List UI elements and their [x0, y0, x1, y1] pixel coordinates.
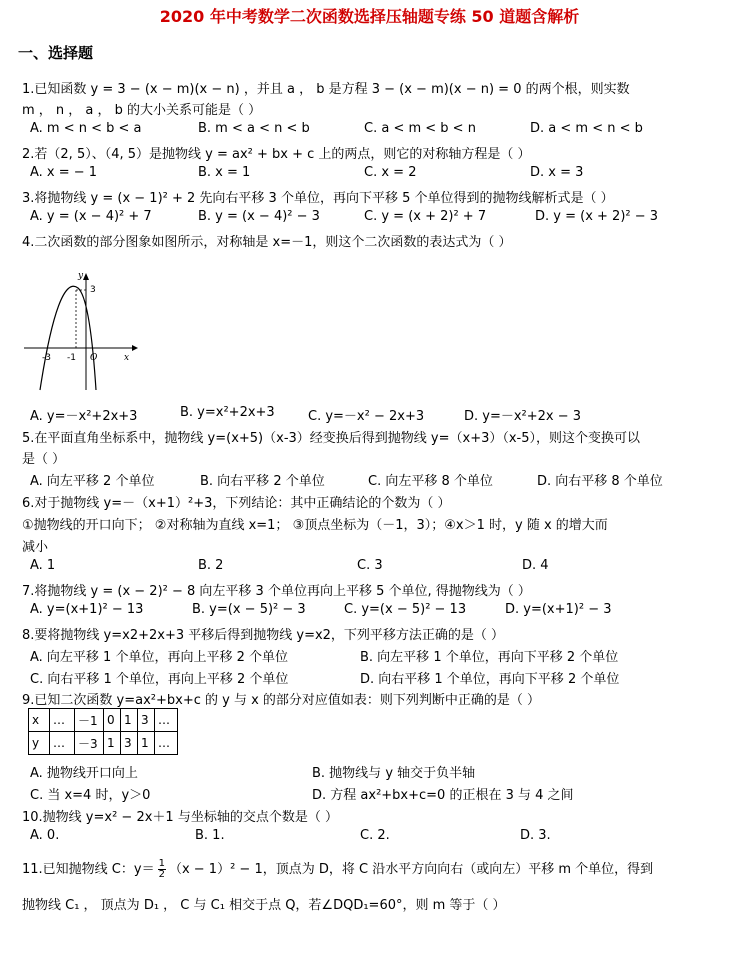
question-10-stem: 10.抛物线 y=x² − 2x＋1 与坐标轴的交点个数是（ ） [22, 810, 338, 825]
question-7-option-a: A. y=(x+1)² − 13 [30, 602, 144, 617]
table-row [29, 709, 178, 732]
question-4-option-d: D. y=－x²+2x − 3 [464, 409, 582, 424]
fraction-one-half [158, 859, 166, 880]
question-1-option-c: C. a < m < b < n [364, 121, 476, 136]
question-5-option-c: C. 向左平移 8 个单位 [368, 474, 493, 489]
question-11-stem [22, 858, 653, 880]
question-2-option-c: C. x = 2 [364, 165, 417, 180]
table-cell: 1 [121, 709, 138, 732]
table-cell: … [155, 709, 178, 732]
table-cell: … [50, 709, 75, 732]
table-cell: 1 [138, 732, 155, 755]
question-5-stem: 5.在平面直角坐标系中，抛物线 y=(x+5)（x-3）经变换后得到抛物线 y=（x+3）（x-5），则这个变换可以 [22, 431, 641, 446]
table-cell: －1 [75, 709, 104, 732]
question-7-option-c: C. y=(x − 5)² − 13 [344, 602, 467, 617]
table-cell: 3 [121, 732, 138, 755]
parabola-graph [20, 268, 140, 393]
section-heading: 一、选择题 [18, 44, 94, 62]
x-tick-minus-1: -1 [67, 353, 76, 363]
question-6-statements-cont: 减小 [22, 540, 49, 555]
question-11-stem-cont: 抛物线 C₁ ， 顶点为 D₁ ， C 与 C₁ 相交于点 Q，若∠DQD₁=60°，则 m 等于（ ） [22, 898, 506, 913]
question-6-statements: ①抛物线的开口向下； ②对称轴为直线 x=1； ③顶点坐标为（－1，3）；④x＞1 时，y 随 x 的增大而 [22, 518, 608, 533]
question-11-stem-start: 11.已知抛物线 C：y＝ [22, 862, 155, 877]
question-2-option-a: A. x = − 1 [30, 165, 98, 180]
value-table [28, 708, 178, 755]
x-tick-minus-3: -3 [42, 353, 51, 363]
origin-label: O [90, 353, 98, 363]
question-6-option-d: D. 4 [522, 558, 549, 573]
table-cell: y [29, 732, 50, 755]
question-2-stem: 2.若（2, 5）、（4, 5）是抛物线 y = ax² + bx + c 上的两点，则它的对称轴方程是（ ） [22, 147, 531, 162]
question-2-option-d: D. x = 3 [530, 165, 584, 180]
question-5-option-a: A. 向左平移 2 个单位 [30, 474, 155, 489]
question-1-option-d: D. a < m < n < b [530, 121, 643, 136]
question-6-option-a: A. 1 [30, 558, 56, 573]
page-title: 2020 年中考数学二次函数选择压轴题专练 50 道题含解析 [159, 7, 580, 26]
question-3-option-a: A. y = (x − 4)² + 7 [30, 209, 152, 224]
table-cell: 3 [138, 709, 155, 732]
question-8-option-d: D. 向右平移 1 个单位，再向下平移 2 个单位 [360, 672, 620, 687]
question-9-option-d: D. 方程 ax²+bx+c=0 的正根在 3 与 4 之间 [312, 788, 574, 803]
question-10-option-b: B. 1. [195, 828, 225, 843]
y-axis-arrow [83, 273, 89, 280]
question-4-stem: 4.二次函数的部分图象如图所示，对称轴是 x=－1，则这个二次函数的表达式为（ ） [22, 235, 512, 250]
question-7-option-b: B. y=(x − 5)² − 3 [192, 602, 306, 617]
question-8-option-c: C. 向右平移 1 个单位，再向上平移 2 个单位 [30, 672, 289, 687]
parabola-curve [40, 286, 96, 390]
table-cell: 1 [104, 732, 121, 755]
y-intercept-label: 3 [90, 285, 96, 295]
question-8-option-a: A. 向左平移 1 个单位，再向上平移 2 个单位 [30, 650, 289, 665]
table-cell: 0 [104, 709, 121, 732]
question-10-option-a: A. 0. [30, 828, 60, 843]
question-8-stem: 8.要将抛物线 y=x2+2x+3 平移后得到抛物线 y=x2，下列平移方法正确的是（ ） [22, 628, 505, 643]
question-7-stem: 7.将抛物线 y = (x − 2)² − 8 向左平移 3 个单位再向上平移 5 个单位, 得抛物线为（ ） [22, 584, 531, 599]
question-7-option-d: D. y=(x+1)² − 3 [505, 602, 612, 617]
question-5-option-b: B. 向右平移 2 个单位 [200, 474, 325, 489]
fraction-denominator: 2 [158, 869, 165, 880]
question-9-option-b: B. 抛物线与 y 轴交于负半轴 [312, 766, 476, 781]
x-axis-label: x [124, 353, 130, 363]
question-6-option-b: B. 2 [198, 558, 224, 573]
question-6-option-c: C. 3 [357, 558, 383, 573]
x-axis-arrow [132, 345, 138, 351]
table-cell: … [155, 732, 178, 755]
question-9-option-a: A. 抛物线开口向上 [30, 766, 138, 781]
table-row [29, 732, 178, 755]
question-10-option-c: C. 2. [360, 828, 390, 843]
question-5-option-d: D. 向右平移 8 个单位 [537, 474, 663, 489]
question-9-stem: 9.已知二次函数 y=ax²+bx+c 的 y 与 x 的部分对应值如表：则下列判断中正确的是（ ） [22, 693, 541, 708]
question-3-option-c: C. y = (x + 2)² + 7 [364, 209, 487, 224]
question-1-option-a: A. m < n < b < a [30, 121, 142, 136]
question-4-option-c: C. y=－x² − 2x+3 [308, 409, 425, 424]
question-11-stem-end: （x − 1）² − 1，顶点为 D，将 C 沿水平方向向右（或向左）平移 m 个单位，得到 [168, 862, 654, 877]
question-3-option-d: D. y = (x + 2)² − 3 [535, 209, 659, 224]
table-cell: x [29, 709, 50, 732]
question-3-stem: 3.将抛物线 y = (x − 1)² + 2 先向右平移 3 个单位，再向下平移 5 个单位得到的抛物线解析式是（ ） [22, 191, 614, 206]
fraction-numerator: 1 [158, 858, 165, 869]
question-4-option-a: A. y=－x²+2x+3 [30, 409, 138, 424]
table-cell: －3 [75, 732, 104, 755]
question-6-stem: 6.对于抛物线 y=－（x+1）²+3，下列结论：其中正确结论的个数为（ ） [22, 496, 451, 511]
question-10-option-d: D. 3. [520, 828, 551, 843]
question-1-stem-cont: m ， n ， a ， b 的大小关系可能是（ ） [22, 103, 262, 118]
table-cell: … [50, 732, 75, 755]
question-1-option-b: B. m < a < n < b [198, 121, 310, 136]
question-4-option-b: B. y=x²+2x+3 [180, 405, 275, 420]
question-1-stem: 1.已知函数 y = 3 − (x − m)(x − n) ，并且 a ， b 是方程 3 − (x − m)(x − n) = 0 的两个根，则实数 [22, 82, 630, 97]
question-3-option-b: B. y = (x − 4)² − 3 [198, 209, 320, 224]
question-5-stem-cont: 是（ ） [22, 452, 66, 467]
question-8-option-b: B. 向左平移 1 个单位，再向下平移 2 个单位 [360, 650, 619, 665]
y-axis-label: y [78, 271, 84, 281]
question-9-option-c: C. 当 x=4 时，y＞0 [30, 788, 151, 803]
question-2-option-b: B. x = 1 [198, 165, 251, 180]
